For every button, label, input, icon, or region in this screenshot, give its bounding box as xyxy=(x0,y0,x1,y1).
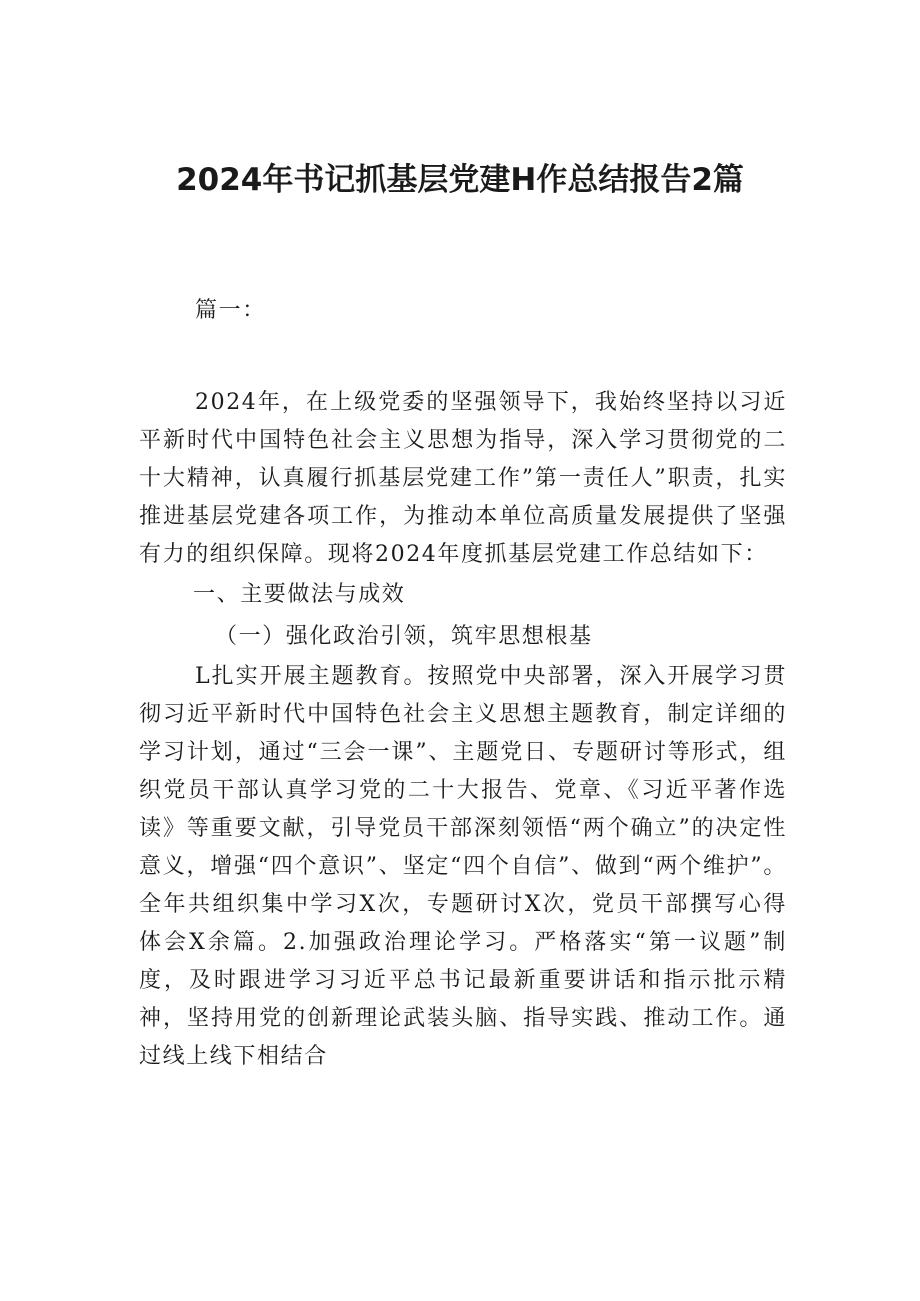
section-heading: 一、主要做法与成效 xyxy=(193,582,406,607)
subsection-heading: （一）强化政治引领，筑牢思想根基 xyxy=(215,624,593,649)
document-body xyxy=(139,292,787,1076)
body-paragraph: L扎实开展主题教育。按照党中央部署，深入开展学习贯彻习近平新时代中国特色社会主义思想主题教育，制定详细的学习计划，通过“三会一课”、主题党日、专题研讨等形式，组织党员干部认真学习党的二十大报告、党章、《习近平著作选读》等重要文献，引导党员干部深刻领悟“两个确立”的决定性意义，增强“四个意识”、坚定“四个自信”、做到“两个维护”。全年共组织集中学习X次，专题研讨X次，党员干部撰写心得体会X余篇。2.加强政治理论学习。严格落实“第一议题”制度，及时跟进学习习近平总书记最新重要讲话和指示批示精神，坚持用党的创新理论武装头脑、指导实践、推动工作。通过线上线下相结合 xyxy=(139,664,787,1069)
document-title: 2024年书记抓基层党建H作总结报告2篇 xyxy=(176,162,744,198)
part-label: 篇一： xyxy=(195,298,266,323)
intro-paragraph: 2024年，在上级党委的坚强领导下，我始终坚持以习近平新时代中国特色社会主义思想为指导，深入学习贯彻党的二十大精神，认真履行抓基层党建工作”第一责任人”职责，扎实推进基层党建各项工作，为推动本单位高质量发展提供了坚强有力的组织保障。现将2024年度抓基层党建工作总结如下： xyxy=(139,390,787,567)
